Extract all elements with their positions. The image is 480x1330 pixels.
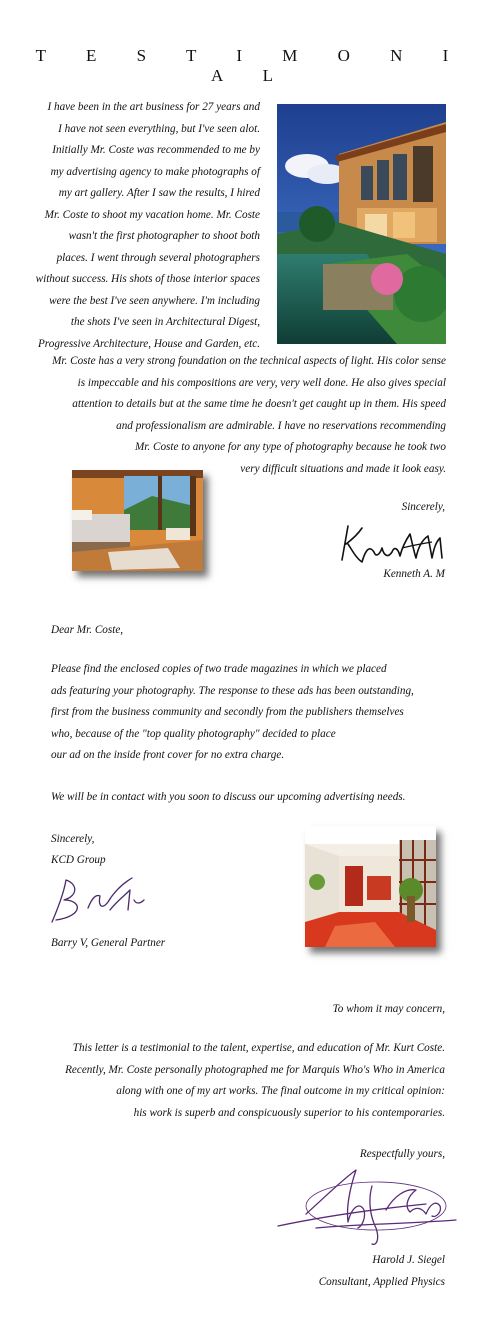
letter1-paragraph2 [20, 351, 446, 480]
text-line: wasn't the first photographer to shoot both [68, 230, 260, 242]
barry-signature [48, 874, 148, 926]
letter2-signer: Barry V, General Partner [51, 937, 166, 949]
text-line: very difficult situations and made it look easy. [240, 462, 446, 475]
letter3-body [65, 1038, 445, 1124]
letter2-followup: We will be in contact with you soon to discuss our upcoming advertising needs. [51, 791, 406, 803]
vacation-home-exterior-photo [277, 104, 446, 344]
text-line: my art gallery. After I saw the results, I hired [58, 187, 260, 199]
text-line: Initially Mr. Coste was recommended to me by [52, 144, 260, 156]
text-line: his work is superb and conspicuously superior to his contemporaries. [133, 1106, 445, 1119]
kenneth-signature [336, 518, 448, 568]
text-line: is impeccable and his compositions are very, very well done. He also gives special [77, 376, 446, 389]
text-line: the shots I've seen in Architectural Digest, [70, 316, 260, 328]
text-line: first from the business community and secondly from the publishers themselves [51, 706, 404, 718]
text-line: Mr. Coste to shoot my vacation home. Mr. Coste [44, 208, 260, 221]
harold-signature [276, 1166, 462, 1248]
text-line: Please find the enclosed copies of two trade magazines in which we placed [51, 663, 387, 675]
text-line: without success. His shots of those interior spaces [35, 273, 260, 285]
letter2-company: KCD Group [51, 854, 106, 866]
letter2-salutation: Dear Mr. Coste, [51, 624, 124, 636]
letter3-signer-title: Consultant, Applied Physics [318, 1276, 445, 1288]
letter3-signer-name: Harold J. Siegel [372, 1254, 445, 1266]
letter3-closing: Respectfully yours, [359, 1148, 445, 1160]
text-line: places. I went through several photographers [56, 251, 260, 264]
text-line: attention to details but at the same time he doesn't get caught up in them. His speed [72, 398, 446, 410]
text-line: our ad on the inside front cover for no extra charge. [51, 749, 285, 761]
letter3-salutation: To whom it may concern, [332, 1003, 445, 1015]
letter2-closing: Sincerely, [51, 833, 95, 845]
letter1-paragraph1 [20, 97, 260, 355]
text-line: Recently, Mr. Coste personally photographed me for Marquis Who's Who in America [65, 1063, 445, 1076]
lobby-interior-photo [305, 826, 436, 947]
letter1-signer: Kenneth A. M [383, 568, 445, 580]
letter2-body [51, 659, 414, 767]
bedroom-interior-photo [72, 470, 203, 571]
text-line: ads featuring your photography. The response to these ads has been outstanding, [51, 684, 414, 697]
text-line: This letter is a testimonial to the talent, expertise, and education of Mr. Kurt Coste. [72, 1042, 445, 1054]
text-line: Progressive Architecture, House and Garden, etc. [37, 337, 260, 350]
text-line: my advertising agency to make photographs of [50, 165, 260, 178]
letter1-closing: Sincerely, [401, 501, 445, 513]
text-line: along with one of my art works. The final outcome in my critical opinion: [116, 1085, 445, 1097]
page-title: T E S T I M O N I A L [35, 46, 467, 85]
text-line: were the best I've seen anywhere. I'm including [49, 294, 260, 307]
text-line: Mr. Coste to anyone for any type of photography because he took two [134, 441, 446, 453]
text-line: I have been in the art business for 27 years and [47, 101, 260, 113]
text-line: and professionalism are admirable. I have no reservations recommending [116, 419, 446, 432]
text-line: who, because of the "top quality photography" decided to place [51, 727, 336, 740]
text-line: Mr. Coste has a very strong foundation on the technical aspects of light. His color sense [52, 355, 446, 367]
text-line: I have not seen everything, but I've seen alot. [58, 122, 260, 135]
